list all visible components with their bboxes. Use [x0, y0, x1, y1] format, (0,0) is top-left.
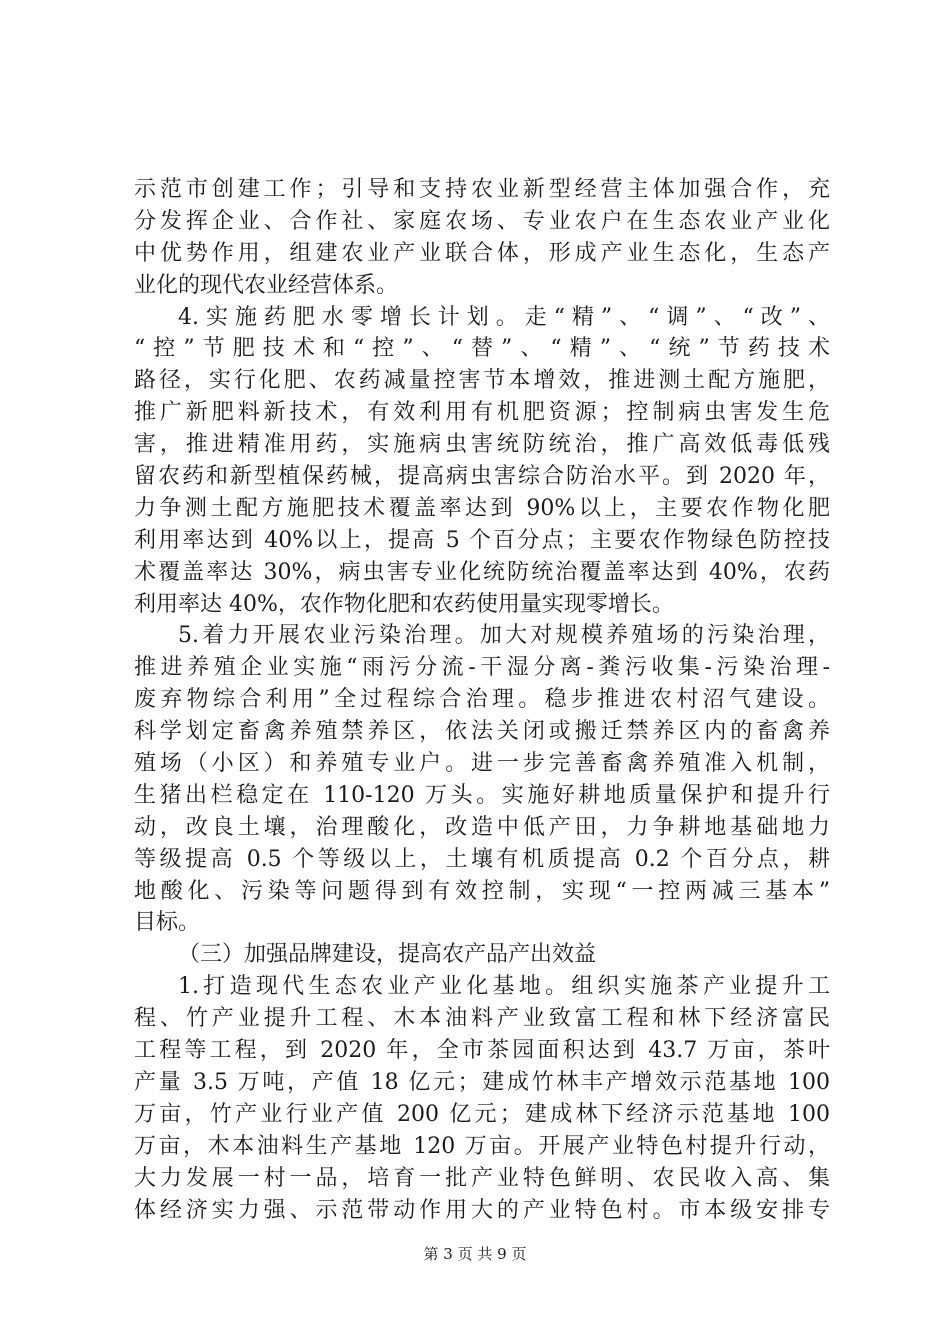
- text-line: 分发挥企业、合作社、家庭农场、专业农户在生态农业产业化: [134, 208, 830, 234]
- text-line: 路径，实行化肥、农药减量控害节本增效，推进测土配方施肥，: [134, 368, 830, 394]
- text-line: 推广新肥料新技术，有效利用有机肥资源；控制病虫害发生危: [134, 400, 830, 426]
- text-line: 5.着力开展农业污染治理。加大对规模养殖场的污染治理，: [178, 623, 830, 649]
- text-line: 万亩，木本油料生产基地 120 万亩。开展产业特色村提升行动，: [134, 1133, 830, 1159]
- text-line: 中优势作用，组建农业产业联合体，形成产业生态化，生态产: [134, 240, 830, 266]
- text-line: 1.打造现代生态农业产业化基地。组织实施茶产业提升工: [178, 974, 830, 1000]
- text-line: 万亩，竹产业行业产值 200 亿元；建成林下经济示范基地 100: [134, 1101, 830, 1127]
- text-line: 生猪出栏稳定在 110-120 万头。实施好耕地质量保护和提升行: [134, 782, 830, 808]
- text-line: 大力发展一村一品，培育一批产业特色鲜明、农民收入高、集: [134, 1165, 830, 1191]
- text-line: 留农药和新型植保药械，提高病虫害综合防治水平。到 2020 年，: [134, 464, 830, 490]
- document-body: [134, 174, 830, 1226]
- text-line: 害，推进精准用药，实施病虫害统防统治，推广高效低毒低残: [134, 432, 830, 458]
- text-line: 推进养殖企业实施“雨污分流-干湿分离-粪污收集-污染治理-: [134, 655, 830, 681]
- text-line: 工程等工程，到 2020 年，全市茶园面积达到 43.7 万亩，茶叶: [134, 1038, 830, 1064]
- text-line: 程、竹产业提升工程、木本油料产业致富工程和林下经济富民: [134, 1006, 830, 1032]
- text-line: 等级提高 0.5 个等级以上，土壤有机质提高 0.2 个百分点，耕: [134, 846, 830, 872]
- text-line: 产量 3.5 万吨，产值 18 亿元；建成竹林丰产增效示范基地 100: [134, 1069, 830, 1095]
- text-line: 目标。: [134, 910, 201, 936]
- text-line: 动，改良土壤，治理酸化，改造中低产田，力争耕地基础地力: [134, 814, 830, 840]
- text-line: 体经济实力强、示范带动作用大的产业特色村。市本级安排专: [134, 1197, 830, 1223]
- text-line: 4.实施药肥水零增长计划。走“精”、“调”、“改”、: [178, 304, 830, 330]
- text-line: 示范市创建工作；引导和支持农业新型经营主体加强合作，充: [134, 177, 830, 202]
- section-heading: （三）加强品牌建设，提高农产品产出效益: [178, 942, 597, 968]
- text-line: 科学划定畜禽养殖禁养区，依法关闭或搬迁禁养区内的畜禽养: [134, 719, 830, 745]
- text-line: “控”节肥技术和“控”、“替”、“精”、“统”节药技术: [134, 336, 830, 362]
- text-line: 殖场（小区）和养殖专业户。进一步完善畜禽养殖准入机制，: [134, 751, 830, 777]
- text-line: 业化的现代农业经营体系。: [134, 272, 399, 298]
- text-line: 利用率达到 40%以上，提高 5 个百分点；主要农作物绿色防控技: [134, 527, 830, 553]
- text-line: 力争测土配方施肥技术覆盖率达到 90%以上，主要农作物化肥: [134, 495, 830, 521]
- page-number: 第 3 页 共 9 页: [423, 1245, 527, 1263]
- text-line: 废弃物综合利用”全过程综合治理。稳步推进农村沼气建设。: [134, 687, 830, 713]
- text-line: 地酸化、污染等问题得到有效控制，实现“一控两减三基本”: [134, 878, 830, 904]
- text-line: 利用率达 40%，农作物化肥和农药使用量实现零增长。: [134, 591, 674, 617]
- text-line: 术覆盖率达 30%，病虫害专业化统防统治覆盖率达到 40%，农药: [134, 559, 830, 585]
